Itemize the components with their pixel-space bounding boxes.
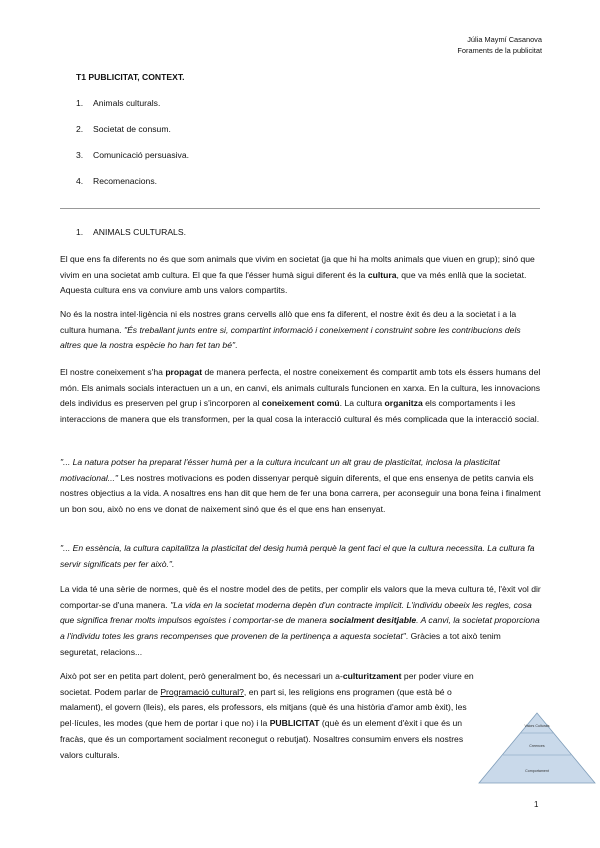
section-heading: 1. ANIMALS CULTURALS. xyxy=(76,227,186,237)
horizontal-divider xyxy=(60,208,540,209)
paragraph: "... En essència, la cultura capitalitza la plasticitat del desig humà perquè la gent faci el que la cultura necessita. La cultura fa servir significats per fer això.". xyxy=(60,543,535,569)
author-name: Júlia Maymí Casanova xyxy=(467,35,542,44)
table-of-contents xyxy=(76,98,189,202)
page-number: 1 xyxy=(534,800,539,809)
paragraph: "... La natura potser ha preparat l'ésser humà per a la cultura inculcant un alt grau de plasticitat, inclosa la plasticitat motivacional..." Les nostres motivacions es poden dissenyar perquè siguin diferents, el que ens ensenya de petits canvia els nostres objectius a la vida. A nosaltres ens han dit que hem de fer una bona carrera, per aconseguir una bona feina i finalment un bon sou, això no ens ve donat de naixement sinó que és el que ens han ensenyat. xyxy=(60,457,541,515)
paragraph: No és la nostra intel·ligència ni els nostres grans cervells allò que ens fa diferent, el nostre èxit és deu a la societat i a la cultura humana. "És treballant junts entre si, compartint informació i coneixement i construint sobre les contribucions dels altres que la nostra espècie ho han fet tan bé". xyxy=(60,309,521,351)
paragraph: El que ens fa diferents no és que som animals que vivim en societat (ja que hi ha molts animals que viuen en grup); sinó que vivim en una societat amb cultura. El que fa que l'ésser humà sigui diferent és la cultura, que va més enllà que la societat. Aquesta cultura ens va conviure amb uns valors compartits. xyxy=(60,254,535,296)
pyramid-top-label: Valors Culturals xyxy=(524,724,550,728)
pyramid-mid-label: Creences xyxy=(529,744,545,748)
toc-item: 2. Societat de consum. xyxy=(76,124,171,134)
document-title: T1 PUBLICITAT, CONTEXT. xyxy=(76,72,185,82)
culture-pyramid-diagram xyxy=(472,709,600,787)
paragraph: El nostre coneixement s'ha propagat de manera perfecta, el nostre coneixement és compartit amb tots els éssers humans del món. Els animals socials interactuen un a un, en canvi, els animals culturals funcionen en xarxa. En la cultura, les innovacions dels individus es preserven pel grup i s'incorporen al coneixement comú. La cultura organitza els comportaments i les interaccions de manera que els transformen, per la qual cosa la interacció cultural és més complicada que la interacció social. xyxy=(60,367,541,425)
course-name: Foraments de la publicitat xyxy=(457,46,542,55)
pyramid-base-label: Comportament xyxy=(525,769,549,773)
paragraph: La vida té una sèrie de normes, què és el nostre model des de petits, per complir els valors que la meva cultura té, l'èxit vol dir comportar-se d'una manera. "La vida en la societat moderna depèn d'un contracte implícit. L'individu obeeix les regles, cosa que significa frenar molts impulsos egoistes i comportar-se de manera socialment desitjable. A canvi, la societat proporciona a l'individu totes les grans recompenses que provenen de la pertinença a aquesta societat". Gràcies a tot això tenim seguretat, relacions... xyxy=(60,584,541,657)
toc-item: 1. Animals culturals. xyxy=(76,98,161,108)
paragraph: Això pot ser en petita part dolent, però generalment bo, és necessari un a-culturitzament per poder viure en societat. Podem parlar de Programació cultural?, en part si, les religions ens programen (que està bé o malament), el govern (lleis), els pares, els professors, els mitjans (què és una història d'amor amb èxit), les pel·lícules, les modes (que hem de portar i que no) i la PUBLICITAT (què és un element d'èxit i que és un fracàs, que és un comportament socialment reconegut o rebutjat). Nosaltres consumim envers els nostres valors culturals. xyxy=(60,671,474,760)
toc-item: 3. Comunicació persuasiva. xyxy=(76,150,190,160)
page-header xyxy=(457,34,542,56)
toc-item: 4. Recomenacions. xyxy=(76,176,158,186)
